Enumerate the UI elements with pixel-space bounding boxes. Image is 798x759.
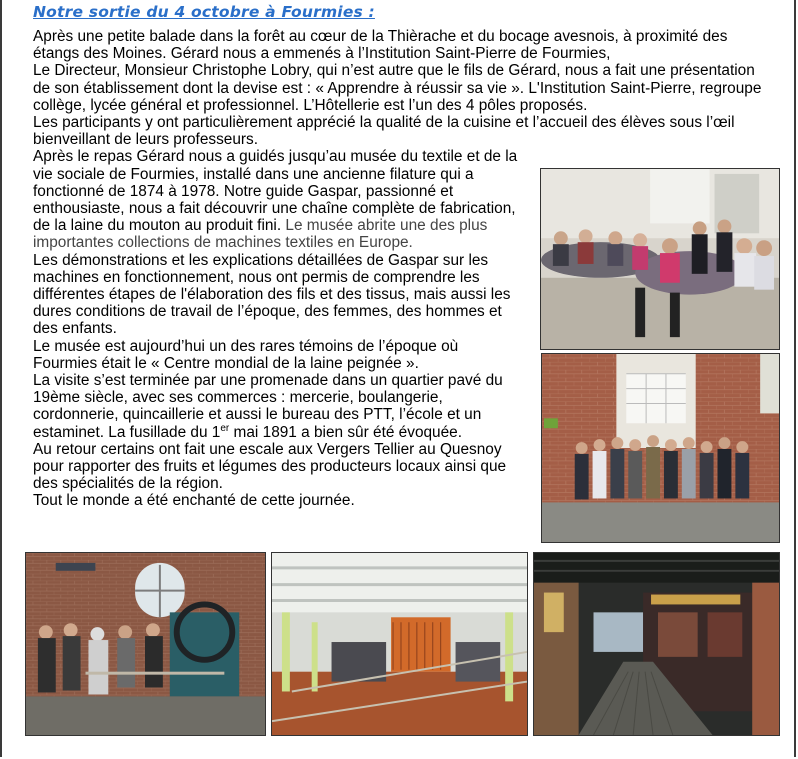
paragraph-visit — [33, 372, 525, 441]
narrow-column — [33, 148, 525, 509]
photo-old-street — [533, 552, 780, 736]
engine-scene — [26, 553, 265, 735]
museum-text: Après le repas Gérard nous a guidés jusqu’au musée du textile et de la vie sociale de Fourmies, installé dans une ancienne filature qui a fonctionné de 1874 à 1978. Notre guide Gaspar, passionné et enthousiaste, nous a fait découvrir une chaîne complète de fabrication, de la laine du mouton au produit fini. — [33, 148, 518, 235]
paragraph-return: Au retour certains ont fait une escale aux Vergers Tellier au Quesnoy pour rapporter des fruits et légumes des producteurs locaux ainsi que des spécialités de la région. — [33, 440, 507, 493]
paragraph-director: Le Directeur, Monsieur Christophe Lobry, qui n’est autre que le fils de Gérard, nous a fait une présentation de son établissement dont la devise est : « Apprendre à réussir sa vie ». L'Institution Saint-Pierre, regroupe collège, lycée général et professionnel. L’Hôtellerie est l’un des 4 pôles proposés. — [33, 62, 762, 114]
group-scene — [542, 354, 779, 542]
superscript-er: er — [220, 422, 230, 434]
paragraph-museum — [33, 148, 525, 251]
photo-engine-hall — [25, 552, 266, 736]
paragraph-witness: Le musée est aujourd’hui un des rares témoins de l’époque où Fourmies était le « Centre mondial de la laine peignée ». — [33, 337, 459, 372]
museum-collection-text: Le musée abrite une des plus importantes collections de machines textiles en Europe. — [33, 217, 488, 252]
visit-text: La visite s’est terminée par une promenade dans un quartier pavé du 19ème siècle, avec ses commerces : mercerie, boulangerie, cordonnerie, quincaillerie et aussi le bureau des PTT, l’école et un estaminet. La fusillade du 1 — [33, 372, 503, 441]
paragraph-conclusion: Tout le monde a été enchanté de cette journée. — [33, 492, 355, 510]
article-title: Notre sortie du 4 octobre à Fourmies : — [33, 3, 375, 21]
paragraph-intro: Après une petite balade dans la forêt au cœur de la Thièrache et du bocage avesnois, à proximité des étangs des Moines. Gérard nous a emmenés à l’Institution Saint-Pierre de Fourmies, — [33, 28, 728, 63]
paragraph-participants: Les participants y ont particulièrement apprécié la qualité de la cuisine et l’accueil des élèves sous l’œil bienveillant de leurs professeurs. — [33, 114, 735, 149]
photo-lunch — [540, 168, 780, 350]
paragraph-demonstrations: Les démonstrations et les explications détaillées de Gaspar sur les machines en fonctionnement, nous ont permis de comprendre les différentes étapes de l'élaboration des fils et des tissus, mais aussi les dures conditions de travail de l’époque, des femmes, des hommes et des enfants. — [33, 251, 511, 338]
looms-scene — [272, 553, 527, 735]
visit-text-end: mai 1891 a bien sûr été évoquée. — [229, 423, 463, 441]
photo-looms — [271, 552, 528, 736]
photo-group — [541, 353, 780, 543]
street-scene — [534, 553, 779, 735]
lunch-scene — [541, 169, 779, 349]
